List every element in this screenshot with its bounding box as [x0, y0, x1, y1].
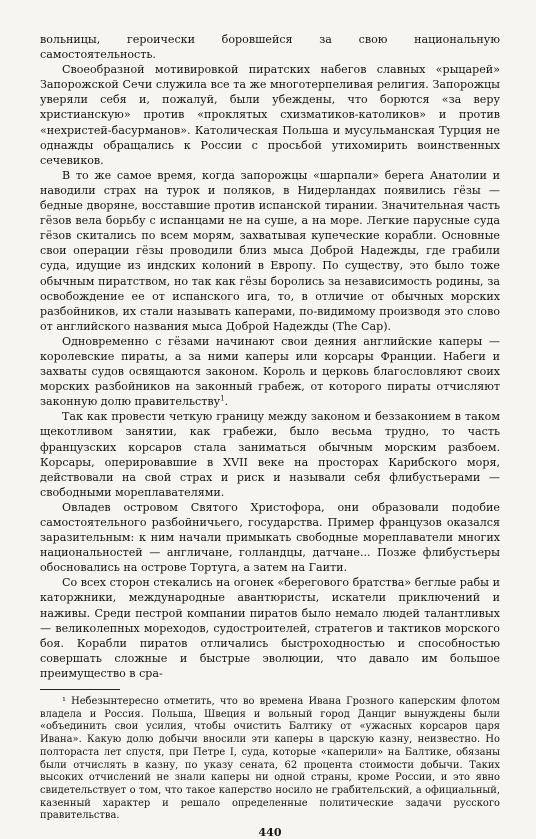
paragraph-4-text: Одновременно с гёзами начинают свои деяния английские каперы — королевские пираты, а за ними каперы или корсары Франции. Набеги и захваты судов освящаются законом. Король и церковь благословляют своих морских разбойников на законный грабеж, от которого пираты отчисляют законную долю правительству [40, 334, 500, 409]
main-text [40, 32, 500, 681]
paragraph-7: Со всех сторон стекались на огонек «берегового братства» беглые рабы и каторжники, международные авантюристы, искатели приключений и наживы. Среди пестрой компании пиратов было немало людей талантливых — великолепных мореходов, судостроителей, стратегов и тактиков морского боя. Корабли пиратов отличались быстроходностью и способностью совершать сложные и быстрые эволюции, что давало им большое преимущество в сра- [40, 576, 500, 680]
footnote [40, 696, 500, 823]
footnote-divider [40, 689, 120, 690]
paragraph-4: Одновременно с гёзами начинают свои деяния английские каперы — королевские пираты, а за ними каперы или корсары Франции. Набеги и захваты судов освящаются законом. Король и церковь благословляют своих морских разбойников на законный грабеж, от которого пираты отчисляют законную долю правительству$^1$. [40, 334, 500, 409]
paragraph-1: вольницы, героически боровшейся за свою национальную самостоятельность. [40, 33, 500, 62]
page-number: 440 [258, 826, 282, 839]
paragraph-3: В то же самое время, когда запорожцы «шарпали» берега Анатолии и наводили страх на турок и поляков, в Нидерландах появились гёзы — бедные дворяне, восставшие против испанской тирании. Значительная часть гёзов вела борьбу с испанцами не на суше, а на море. Легкие парусные суда гёзов скитались по всем морям, захватывая купеческие корабли. Основные свои операции гёзы проводили близ мыса Доброй Надежды, где грабили суда, идущие из индских колоний в Европу. По существу, это было тоже обычным пиратством, но так как гёзы боролись за независимость родины, за освобождение ее от испанского ига, то, в отличие от обычных морских разбойников, их стали называть каперами, по-видимому производя это слово от английского названия мыса Доброй Надежды (The Cap). [40, 168, 500, 333]
footnote-reference: 1 [220, 394, 225, 403]
footnote-text: ¹ Небезынтересно отметить, что во времена Ивана Грозного каперским флотом владела и Россия. Польша, Швеция и вольный город Данциг вынуждены были «объединить свои усилия, чтобы очистить Балтику от «ужасных корсаров царя Ивана». Какую долю добычи вносили эти каперы в царскую казну, неизвестно. Но полтораста лет спустя, при Петре I, суда, которые «каперили» на Балтике, обязаны были отчислять в казну, по указу сената, 62 процента стоимости добычи. Таких высоких отчислений не знали каперы ни одной страны, кроме России, и это явно свидетельствует о том, что такое каперство носило не грабительский, а официальный, казенный характер и решало определенные политические задачи русского правительства. [40, 696, 500, 822]
paragraph-5: Так как провести четкую границу между законом и беззаконием в таком щекотливом занятии, как грабежи, было весьма трудно, то часть французских корсаров стала заниматься обычным морским разбоем. Корсары, оперировавшие в XVII веке на просторах Карибского моря, действовали на свой страх и риск и называли себя флибустьерами — свободными мореплавателями. [40, 410, 500, 499]
paragraph-6: Овладев островом Святого Христофора, они образовали подобие самостоятельного разбойничьего, государства. Пример французов оказался заразительным: к ним начали примыкать свободные мореплаватели многих национальностей — англичане, голландцы, датчане... Позже флибустьеры обосновались на острове Тортуга, а затем на Гаити. [40, 500, 500, 575]
paragraph-2: Своеобразной мотивировкой пиратских набегов славных «рыцарей» Запорожской Сечи служила все та же многотерпеливая религия. Запорожцы уверяли себя и, пожалуй, были убеждены, что борются «за веру христианскую» против «проклятых схизматиков-католиков» и против «нехристей-басурманов». Католическая Польша и мусульманская Турция не однажды обращались к России с просьбой утихомирить воинственных сечевиков. [40, 63, 500, 167]
